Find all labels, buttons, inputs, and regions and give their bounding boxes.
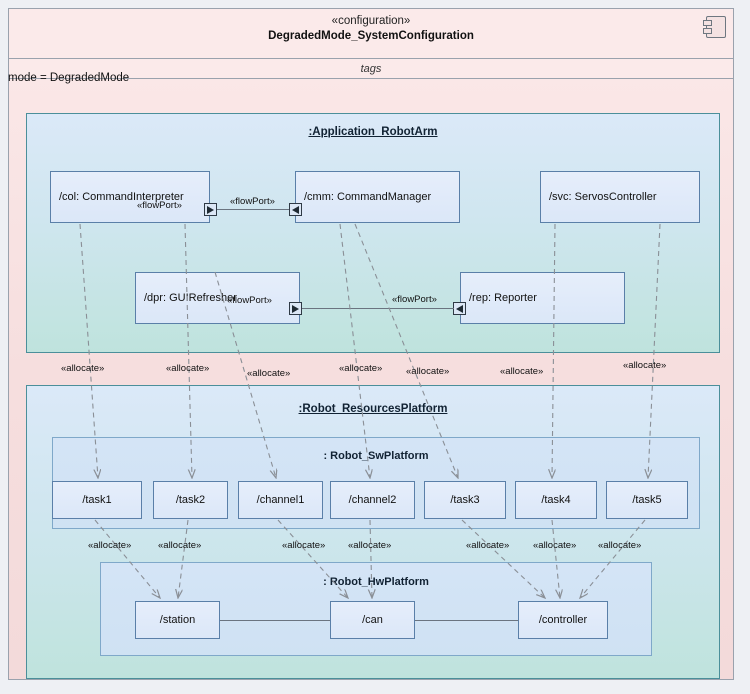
part-can[interactable] <box>330 601 415 639</box>
part-label: /task2 <box>175 494 206 506</box>
tag-value: mode = DegradedMode <box>8 72 130 84</box>
flowport-label-rep: «flowPort» <box>392 294 437 305</box>
flowport-icon-dpr[interactable] <box>289 302 302 315</box>
part-label: /task5 <box>632 494 662 506</box>
package-application-title: :Application_RobotArm <box>308 126 438 138</box>
part-reporter[interactable] <box>460 272 625 324</box>
part-task5[interactable] <box>606 481 688 519</box>
flowport-icon-cmm[interactable] <box>289 203 302 216</box>
connector-dpr-rep <box>302 308 454 309</box>
part-label: /col: CommandInterpreter <box>59 191 184 203</box>
part-label: /svc: ServosController <box>549 191 657 203</box>
configuration-title: DegradedMode_SystemConfiguration <box>268 30 474 42</box>
flowport-label-cmm: «flowPort» <box>230 196 275 207</box>
allocate-label: «allocate» <box>598 540 642 551</box>
frame-corner-icon <box>706 16 726 38</box>
allocate-label: «allocate» <box>247 368 291 379</box>
connector-can-controller <box>415 620 518 621</box>
part-command-manager[interactable] <box>295 171 460 223</box>
part-controller[interactable] <box>518 601 608 639</box>
flowport-icon-rep[interactable] <box>453 302 466 315</box>
part-label: /channel1 <box>256 494 305 506</box>
allocate-label: «allocate» <box>158 540 202 551</box>
allocate-label: «allocate» <box>500 366 544 377</box>
part-channel2[interactable] <box>330 481 415 519</box>
part-label: /dpr: GUIRefresher <box>144 292 237 304</box>
part-label: /task4 <box>541 494 571 506</box>
part-label: /channel2 <box>348 494 397 506</box>
package-sw-title: : Robot_SwPlatform <box>323 450 429 462</box>
flowport-label-dpr: «flowPort» <box>227 295 272 306</box>
part-label: /rep: Reporter <box>469 292 537 304</box>
allocate-label: «allocate» <box>466 540 510 551</box>
part-task2[interactable] <box>153 481 228 519</box>
part-gui-refresher[interactable] <box>135 272 300 324</box>
allocate-label: «allocate» <box>339 363 383 374</box>
package-resources-title: :Robot_ResourcesPlatform <box>298 403 448 415</box>
flowport-label-col: «flowPort» <box>137 200 182 211</box>
part-channel1[interactable] <box>238 481 323 519</box>
allocate-label: «allocate» <box>61 363 105 374</box>
part-label: /cmm: CommandManager <box>304 191 432 203</box>
part-task1[interactable] <box>52 481 142 519</box>
part-label: /task3 <box>450 494 480 506</box>
configuration-header <box>9 9 733 59</box>
flowport-icon-col[interactable] <box>204 203 217 216</box>
allocate-label: «allocate» <box>348 540 392 551</box>
allocate-label: «allocate» <box>282 540 326 551</box>
part-task3[interactable] <box>424 481 506 519</box>
part-station[interactable] <box>135 601 220 639</box>
package-hw-title: : Robot_HwPlatform <box>323 576 429 588</box>
part-label: /task1 <box>82 494 112 506</box>
connector-col-cmm <box>217 209 289 210</box>
configuration-stereotype: «configuration» <box>331 15 411 27</box>
part-command-interpreter[interactable] <box>50 171 210 223</box>
part-label: /can <box>362 614 383 626</box>
connector-station-can <box>220 620 330 621</box>
allocate-label: «allocate» <box>623 360 667 371</box>
allocate-label: «allocate» <box>88 540 132 551</box>
part-servos-controller[interactable] <box>540 171 700 223</box>
tags-band-label: tags <box>9 59 733 79</box>
allocate-label: «allocate» <box>166 363 210 374</box>
allocate-label: «allocate» <box>533 540 577 551</box>
part-label: /station <box>159 614 196 626</box>
part-label: /controller <box>538 614 588 626</box>
allocate-label: «allocate» <box>406 366 450 377</box>
part-task4[interactable] <box>515 481 597 519</box>
